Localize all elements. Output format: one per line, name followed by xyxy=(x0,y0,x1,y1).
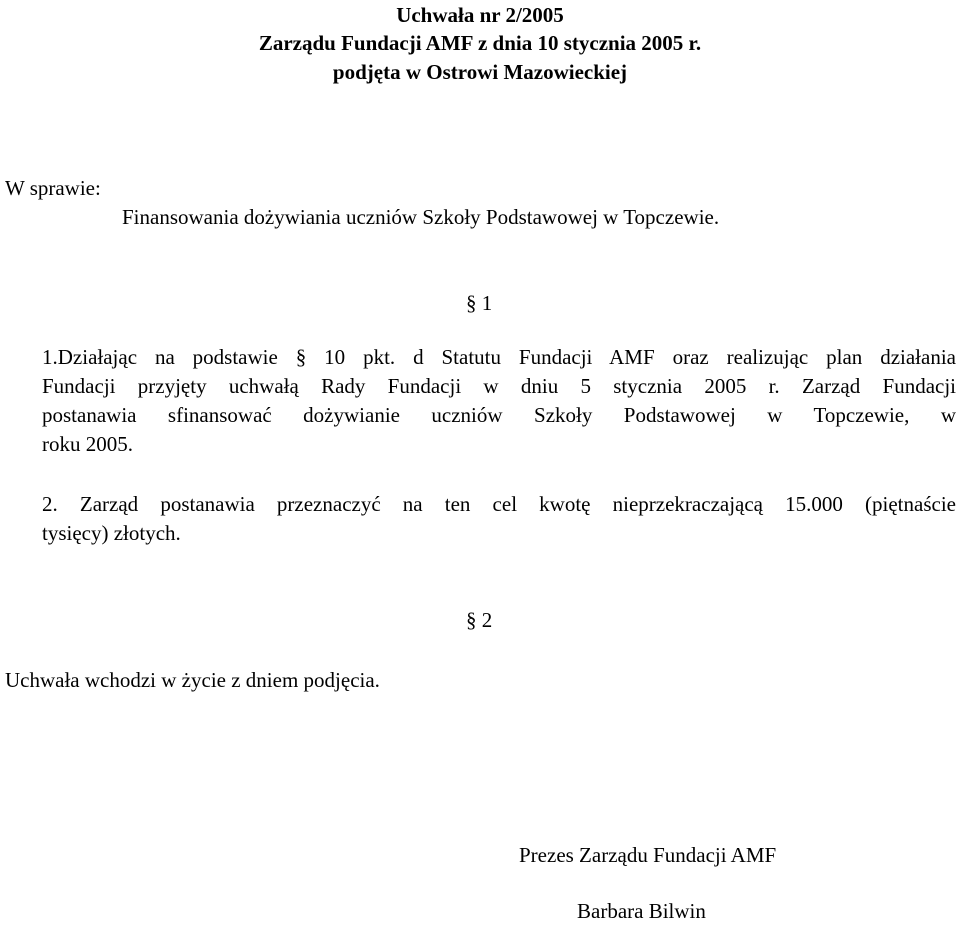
section-1-symbol: § 1 xyxy=(466,291,493,315)
subject-text: Finansowania dożywiania uczniów Szkoły Podstawowej w Topczewie. xyxy=(122,205,720,229)
point-2-line-2: tysięcy) złotych. xyxy=(42,521,181,545)
section-2-symbol: § 2 xyxy=(466,608,493,632)
signature-name: Barbara Bilwin xyxy=(577,899,706,923)
point-2-line-1: 2. Zarząd postanawia przeznaczyć na ten cel kwotę nieprzekraczającą 15.000 (piętnaście xyxy=(42,492,956,516)
section-1-point-2 xyxy=(42,490,956,548)
point-1-line-4: roku 2005. xyxy=(42,432,133,456)
signature-title: Prezes Zarządu Fundacji AMF xyxy=(519,843,777,867)
point-1-line-1: 1.Działając na podstawie § 10 pkt. d Statutu Fundacji AMF oraz realizując plan działania xyxy=(42,345,956,369)
section-2-text: Uchwała wchodzi w życie z dniem podjęcia. xyxy=(5,668,380,692)
section-1-point-1 xyxy=(42,343,956,459)
subject-label: W sprawie: xyxy=(5,176,101,200)
resolution-title: Uchwała nr 2/2005 xyxy=(396,3,564,27)
point-1-line-3: postanawia sfinansować dożywianie uczniów Szkoły Podstawowej w Topczewie, w xyxy=(42,403,956,427)
resolution-place: podjęta w Ostrowi Mazowieckiej xyxy=(332,60,628,84)
point-1-line-2: Fundacji przyjęty uchwałą Rady Fundacji w dniu 5 stycznia 2005 r. Zarząd Fundacji xyxy=(42,374,956,398)
resolution-board-date: Zarządu Fundacji AMF z dnia 10 stycznia 2005 r. xyxy=(258,31,702,55)
